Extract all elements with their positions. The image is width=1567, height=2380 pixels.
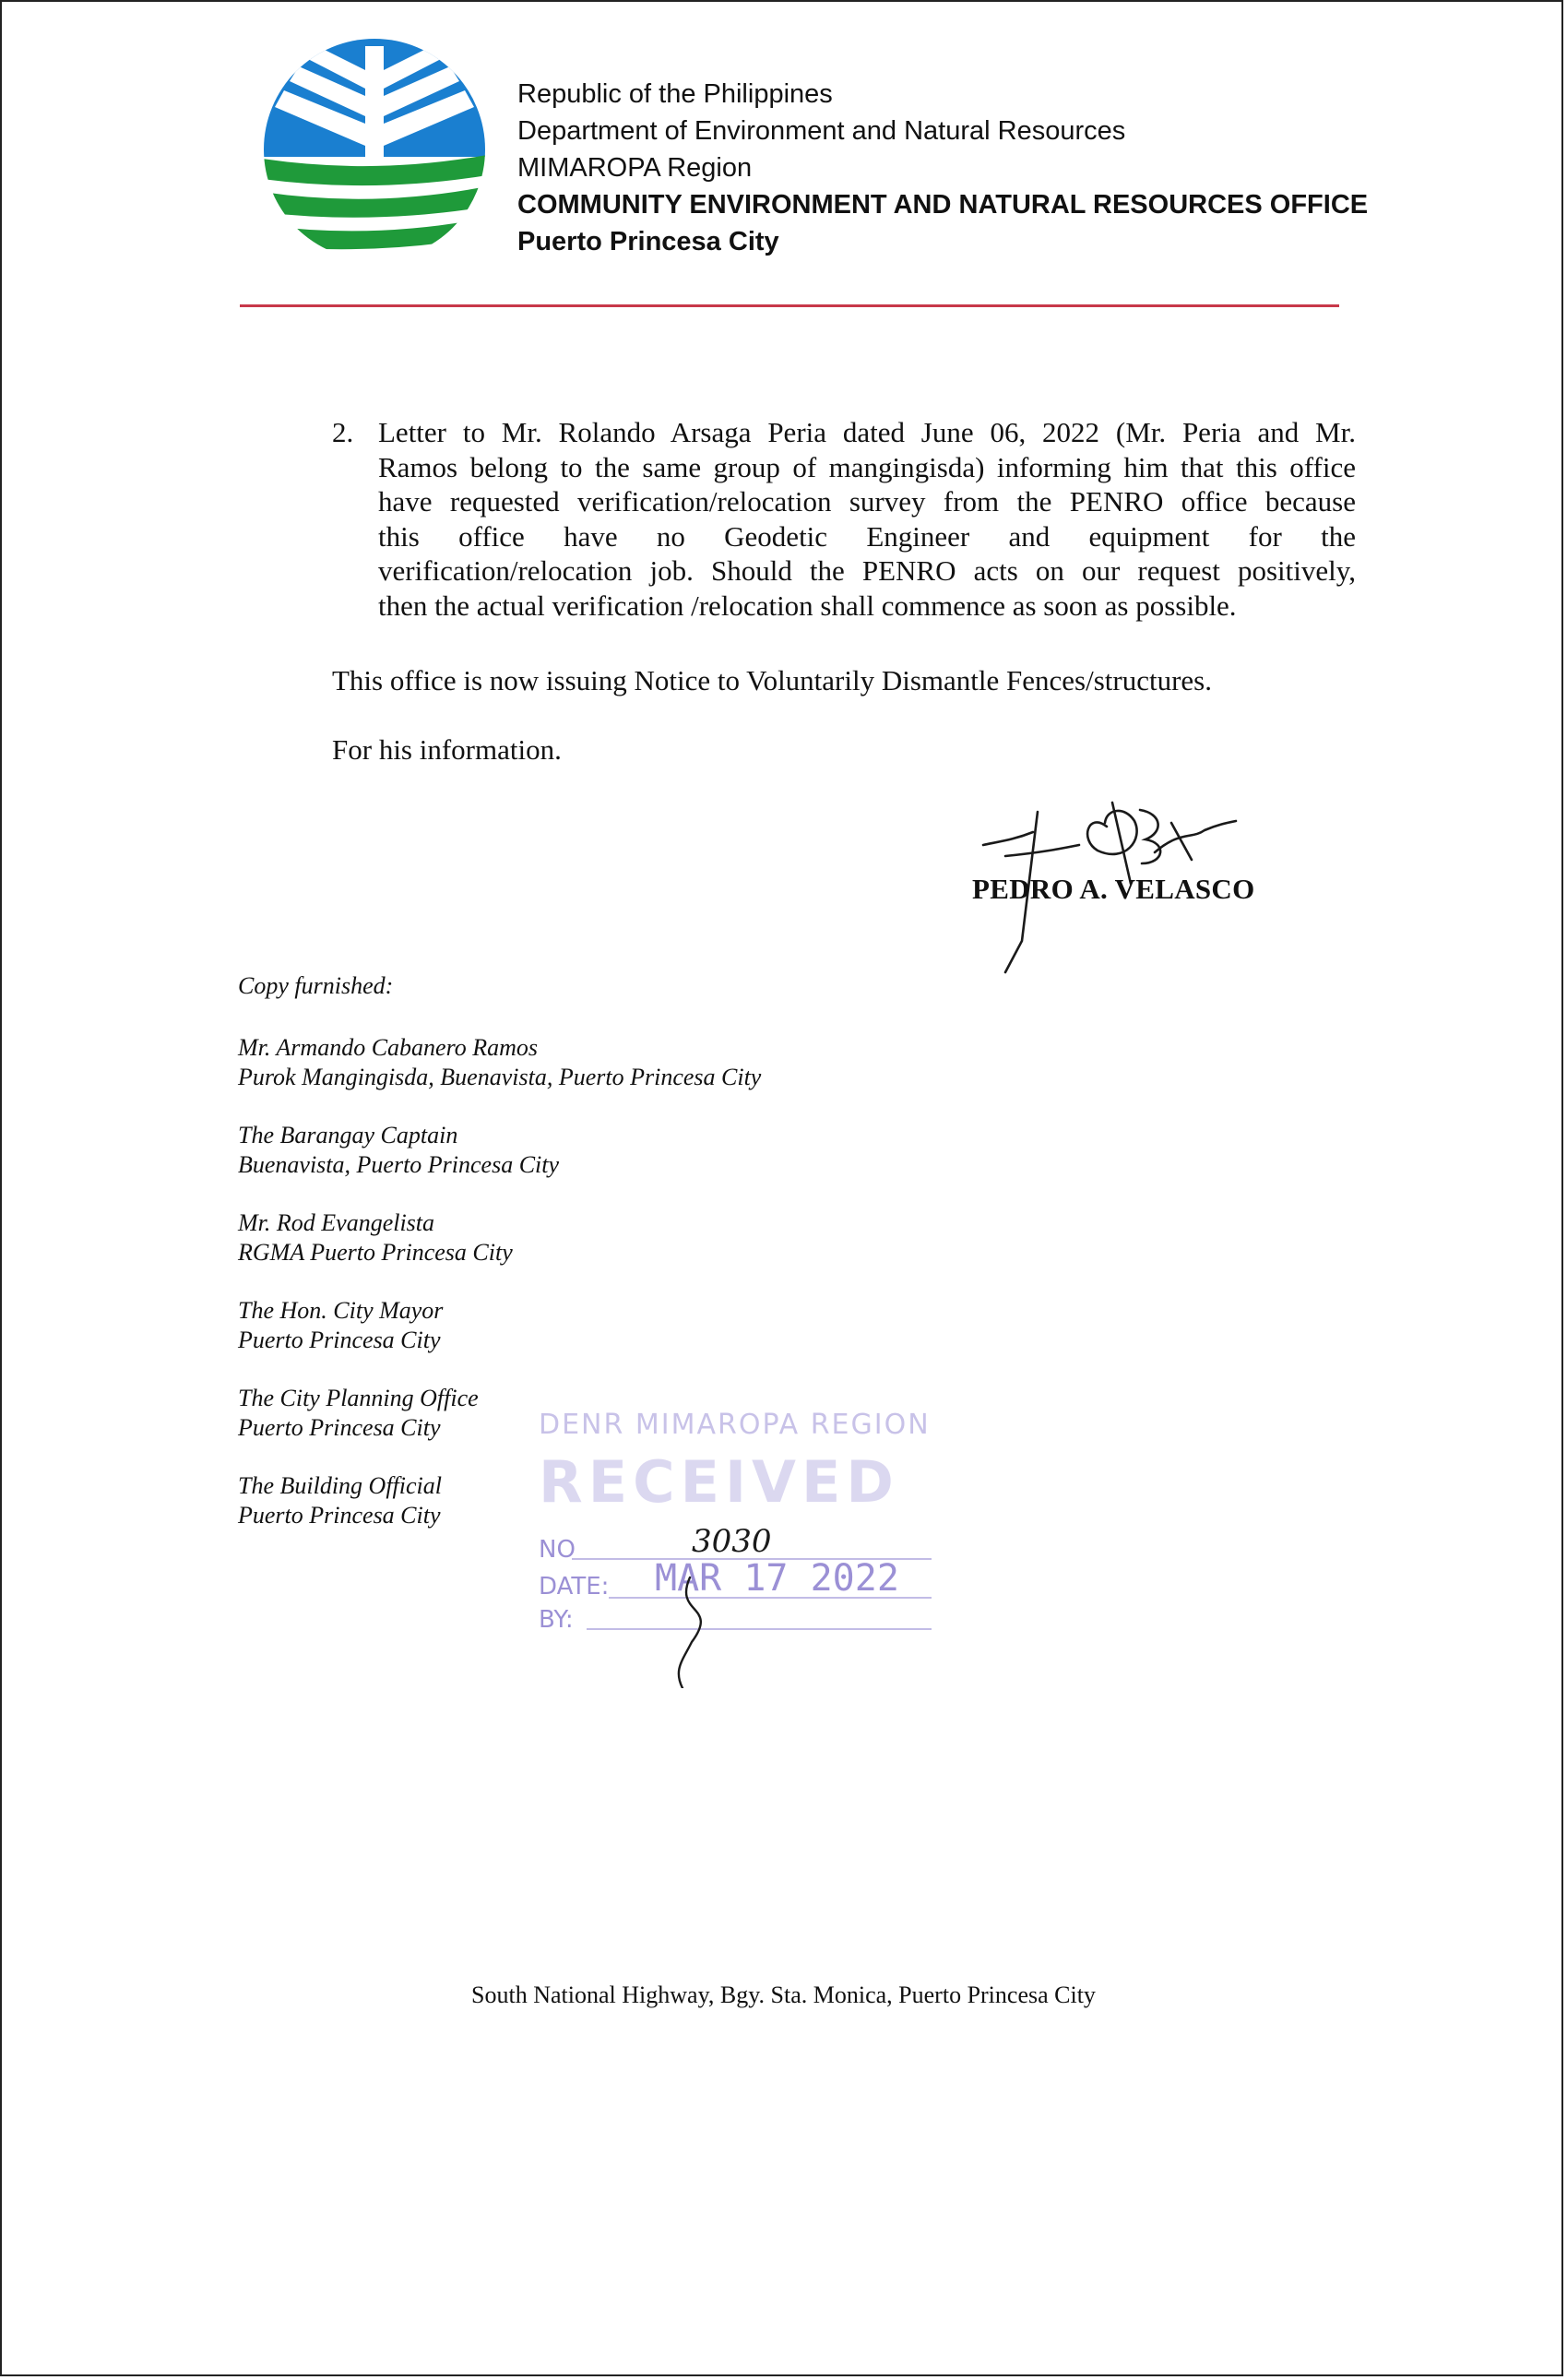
svg-text:MAR 17 2022: MAR 17 2022 — [655, 1557, 899, 1600]
item-line: verification/relocation job. Should the PENRO acts on our request positively, — [378, 554, 1356, 587]
cc-recipient-name: The Hon. City Mayor — [238, 1297, 444, 1324]
item-number: 2. — [332, 416, 354, 448]
cc-recipient-address: Puerto Princesa City — [238, 1414, 441, 1441]
cc-recipient — [238, 1208, 513, 1267]
cc-recipient-name: The City Planning Office — [238, 1385, 479, 1411]
svg-text:NO: NO — [539, 1536, 576, 1564]
item-line: this office have no Geodetic Engineer and equipment for the — [378, 519, 1356, 553]
letterhead-city: Puerto Princesa City — [517, 227, 779, 256]
cc-recipient — [238, 1471, 442, 1530]
received-stamp — [535, 1393, 941, 1688]
denr-logo — [262, 37, 487, 262]
svg-text:RECEIVED: RECEIVED — [539, 1448, 899, 1516]
letterhead-region: MIMAROPA Region — [517, 153, 753, 183]
svg-text:BY:: BY: — [539, 1606, 574, 1634]
cc-recipient — [238, 1033, 761, 1092]
cc-recipient-address: Puerto Princesa City — [238, 1327, 441, 1353]
svg-text:3030: 3030 — [692, 1523, 772, 1560]
item-line: Ramos belong to the same group of mangingisda) informing him that this office — [378, 450, 1356, 483]
cc-recipient-address: Purok Mangingisda, Buenavista, Puerto Princesa City — [238, 1064, 762, 1090]
cc-recipient-address: RGMA Puerto Princesa City — [238, 1239, 513, 1266]
letterhead-department: Department of Environment and Natural Resources — [517, 116, 1126, 146]
letterhead-republic: Republic of the Philippines — [517, 79, 833, 109]
cc-recipient-name: Mr. Rod Evangelista — [238, 1209, 435, 1236]
footer-address: South National Highway, Bgy. Sta. Monica, Puerto Princesa City — [471, 1981, 1096, 2008]
closing-sentence: For his information. — [332, 733, 562, 766]
cc-recipient — [238, 1384, 479, 1443]
cc-recipient — [238, 1121, 559, 1180]
signatory-name: PEDRO A. VELASCO — [972, 873, 1255, 905]
item-line: Letter to Mr. Rolando Arsaga Peria dated June 06, 2022 (Mr. Peria and Mr. — [378, 416, 1356, 448]
cc-recipient-name: The Building Official — [238, 1472, 442, 1499]
notice-sentence: This office is now issuing Notice to Voluntarily Dismantle Fences/structures. — [332, 664, 1212, 696]
item-line: have requested verification/relocation survey from the PENRO office because — [378, 485, 1356, 518]
numbered-paragraph — [332, 415, 1356, 623]
cc-recipient-address: Puerto Princesa City — [238, 1502, 441, 1529]
cc-recipient — [238, 1296, 443, 1355]
letterhead-rule — [240, 304, 1339, 307]
cc-recipient-name: Mr. Armando Cabanero Ramos — [238, 1034, 539, 1061]
copy-furnished-heading: Copy furnished: — [238, 972, 394, 999]
svg-text:DENR MIMAROPA REGION: DENR MIMAROPA REGION — [539, 1409, 931, 1441]
item-line: then the actual verification /relocation shall commence as soon as possible. — [378, 589, 1237, 622]
cc-recipient-name: The Barangay Captain — [238, 1122, 458, 1148]
svg-text:DATE:: DATE: — [539, 1573, 610, 1601]
cc-recipient-address: Buenavista, Puerto Princesa City — [238, 1151, 560, 1178]
item-text — [378, 415, 1356, 623]
letterhead-office: COMMUNITY ENVIRONMENT AND NATURAL RESOURCES OFFICE — [517, 190, 1369, 220]
